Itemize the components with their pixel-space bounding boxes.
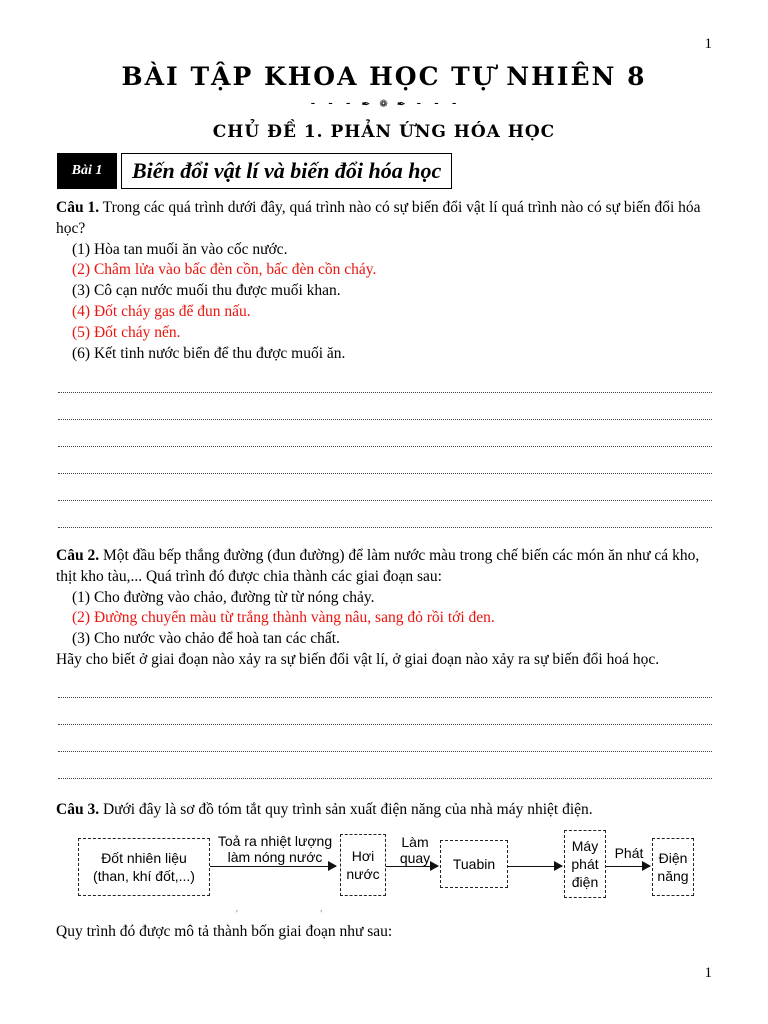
question-3-label: Câu 3. [56,801,100,818]
flow-arrow-heat [210,866,336,867]
lesson-badge: Bài 1 [57,153,117,189]
flow-arrow-heat-label-line1: Toả ra nhiệt lượng [217,833,333,849]
question-2-option: (1) Cho đường vào chảo, đường từ từ nóng chảy. [72,588,375,606]
question-2-option: (2) Đường chuyển màu từ trắng thành vàng nâu, sang đỏ rồi tới đen. [72,609,495,627]
answer-line[interactable] [58,500,712,501]
flow-arrow-to-generator [508,866,562,867]
flow-box-generator [564,830,606,898]
answer-line[interactable] [58,778,712,779]
question-1-option: (3) Cô cạn nước muối thu được muối khan. [72,282,341,300]
scan-marks: ' ' [236,909,363,920]
question-2-stem [56,546,716,588]
power-plant-flow-diagram [78,826,698,906]
question-1-option: (6) Kết tinh nước biển để thu được muối ăn. [72,344,346,362]
answer-line[interactable] [58,697,712,698]
flow-arrow-rotate [386,866,438,867]
flow-box-fuel-line2: (than, khí đốt,...) [93,868,195,884]
page-number-bottom: 1 [704,965,712,981]
flow-box-fuel [78,838,210,896]
answer-line[interactable] [58,527,712,528]
question-2-label: Câu 2. [56,547,100,564]
question-3 [56,800,716,821]
question-3-after-text: Quy trình đó được mô tả thành bốn giai đoạn như sau: [56,923,393,940]
flow-box-steam-line2: nước [346,866,380,882]
question-1 [56,198,716,364]
lesson-header [57,153,452,189]
flow-box-electricity [652,838,694,896]
question-1-option: (5) Đốt cháy nến. [72,323,181,341]
question-1-text: Trong các quá trình dưới đây, quá trình nào có sự biến đổi vật lí quá trình nào có sự biến đổi hóa học? [56,199,701,237]
question-2-text: Một đầu bếp thắng đường (đun đường) để làm nước màu trong chế biến các món ăn như cá kho, thịt kho tàu,... Quá trình đó được chia thành các giai đoạn sau: [56,547,700,585]
question-1-option: (1) Hòa tan muối ăn vào cốc nước. [72,240,288,258]
question-3-stem [56,800,716,821]
question-1-label: Câu 1. [56,199,100,216]
question-2-prompt: Hãy cho biết ở giai đoạn nào xảy ra sự biến đổi vật lí, ở giai đoạn nào xảy ra sự biến đổi hoá học. [56,650,660,668]
question-2-option: (3) Cho nước vào chảo để hoà tan các chất. [72,630,340,648]
document-title: BÀI TẬP KHOA HỌC TỰ NHIÊN 8 [121,62,647,91]
question-2 [56,546,716,671]
question-1-stem [56,198,716,240]
flow-arrow-heat-label [210,833,340,865]
answer-line[interactable] [58,392,712,393]
flow-box-generator-line1: Máy [571,838,599,854]
flow-box-turbine: Tuabin [440,840,508,888]
answer-line[interactable] [58,446,712,447]
flow-arrow-produce-label: Phát [614,845,644,861]
answer-line[interactable] [58,751,712,752]
topic-heading: CHỦ ĐỀ 1. PHẢN ỨNG HÓA HỌC [212,122,556,142]
flow-box-electricity-line1: Điện [658,850,688,866]
question-1-option: (4) Đốt cháy gas để đun nấu. [72,302,251,320]
flow-box-steam-line1: Hơi [351,848,375,864]
flow-arrow-heat-label-line2: làm nóng nước [227,849,323,865]
flow-box-steam [340,834,386,896]
answer-line[interactable] [58,724,712,725]
question-3-after [56,922,716,943]
page-number-top: 1 [704,36,712,52]
title-ornament: - - - ✒ ❁ ✒ - - - [308,96,460,111]
answer-line[interactable] [58,473,712,474]
flow-box-generator-line2: phát [571,856,599,872]
flow-box-electricity-line2: năng [657,868,689,884]
flow-box-fuel-line1: Đốt nhiên liệu [101,850,187,866]
flow-box-generator-line3: điện [571,874,599,890]
answer-line[interactable] [58,419,712,420]
flow-arrow-produce [606,866,650,867]
flow-arrow-rotate-label-line2: quay [399,850,431,866]
lesson-title: Biến đổi vật lí và biến đổi hóa học [121,153,452,189]
question-1-option: (2) Châm lửa vào bấc đèn cồn, bấc đèn cồn cháy. [72,261,377,279]
flow-arrow-rotate-label-line1: Làm [401,834,429,850]
question-3-text: Dưới đây là sơ đồ tóm tắt quy trình sản xuất điện năng của nhà máy nhiệt điện. [99,801,593,818]
